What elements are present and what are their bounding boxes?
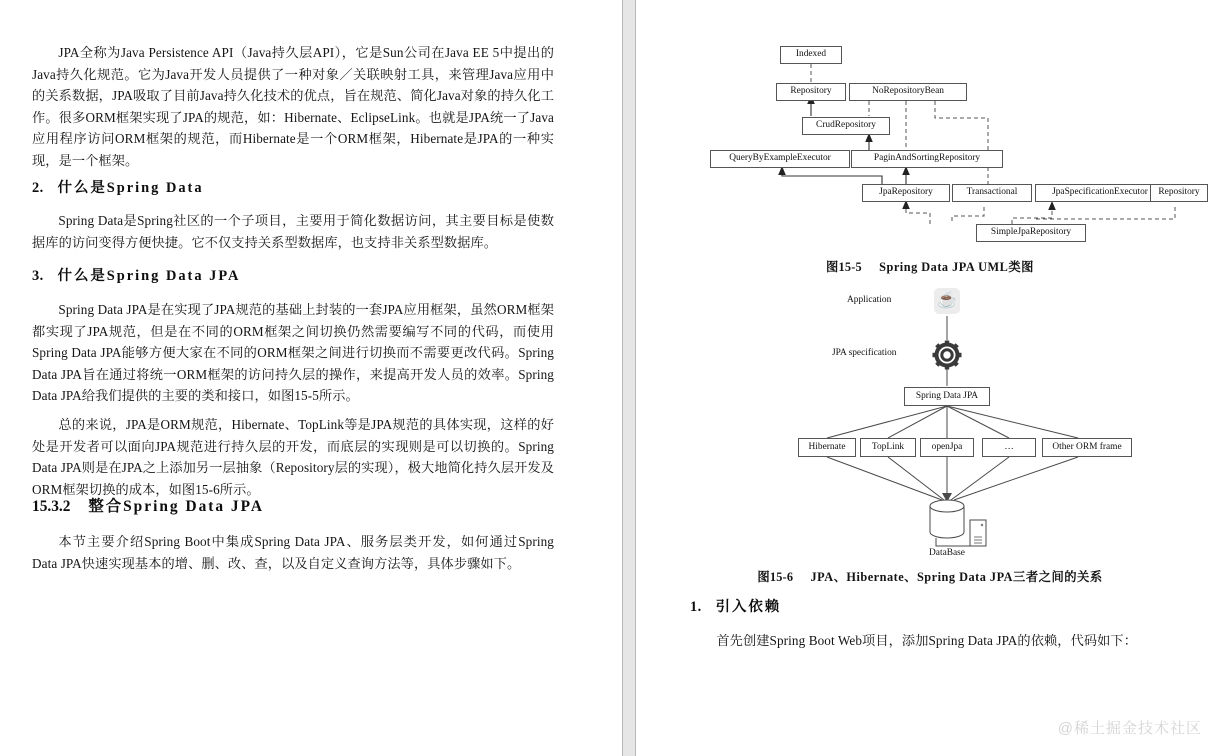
section-number: 15.3.2: [32, 498, 71, 515]
paragraph-section-intro: 本节主要介绍Spring Boot中集成Spring Data JPA、服务层类开发，如何通过Spring Data JPA快速实现基本的增、删、改、查，以及自定义查询方法等，具体步骤如下。: [32, 534, 554, 571]
heading-3-number: 3.: [32, 268, 44, 284]
uml-node-repository-right[interactable]: Repository: [1150, 184, 1208, 202]
heading-1-label: 引入依赖: [715, 599, 782, 615]
figure-15-6-caption-text: JPA、Hibernate、Spring Data JPA三者之间的关系: [810, 570, 1103, 584]
gear-icon: [932, 340, 962, 370]
watermark: @稀土掘金技术社区: [1057, 720, 1202, 737]
paragraph-dependency: 首先创建Spring Boot Web项目，添加Spring Data JPA的依赖，代码如下：: [716, 633, 1138, 648]
node-toplink[interactable]: TopLink: [860, 438, 916, 457]
figure-15-6-connectors: [634, 282, 1226, 562]
heading-3-label: 什么是Spring Data JPA: [57, 268, 241, 284]
paragraph-summary: 总的来说，JPA是ORM规范，Hibernate、TopLink等是JPA规范的具体实现，这样的好处是开发者可以面向JPA规范进行持久层的开发，而底层的实现则是可以切换的。Spring Data JPA则是在JPA之上添加另一层抽象（Repository层的实现），极大地简化持久层开发及ORM框架切换的成本，如图15-6所示。: [32, 417, 554, 497]
paragraph-spring-data-jpa: Spring Data JPA是在实现了JPA规范的基础上封装的一套JPA应用框架，虽然ORM框架都实现了JPA规范，但是在不同的ORM框架之间切换仍然需要编写不同的代码，而使用Spring Data JPA能够方便大家在不同的ORM框架之间进行切换而不需要更改代码。Spring Data JPA旨在通过将统一ORM框架的访问持久层的操作，来提高开发人员的效率。Spring Data JPA给我们提供的主要的类和接口，如图15-5所示。: [32, 302, 554, 404]
node-ellipsis[interactable]: …: [982, 438, 1036, 457]
uml-node-crudrepository[interactable]: CrudRepository: [802, 117, 890, 135]
uml-node-transactional[interactable]: Transactional: [952, 184, 1032, 202]
heading-what-is-spring-data: [32, 178, 554, 199]
node-spring-data-jpa[interactable]: Spring Data JPA: [904, 387, 990, 406]
node-openjpa[interactable]: openJpa: [920, 438, 974, 457]
right-column: [634, 0, 1226, 756]
heading-what-is-spring-data-jpa: [32, 266, 554, 287]
heading-1-number: 1.: [690, 599, 702, 615]
section-heading-15-3-2: [32, 496, 554, 518]
section-title: 整合Spring Data JPA: [88, 498, 265, 515]
figure-15-5-caption-text: Spring Data JPA UML类图: [879, 260, 1034, 274]
figure-15-5-connectors: [634, 0, 1226, 250]
figure-15-6-caption: [634, 567, 1226, 585]
uml-node-jparepository[interactable]: JpaRepository: [862, 184, 950, 202]
uml-node-indexed[interactable]: Indexed: [780, 46, 842, 64]
figure-15-5-caption: [634, 257, 1226, 275]
node-hibernate[interactable]: Hibernate: [798, 438, 856, 457]
figure-15-5-caption-label: 图15-5: [826, 260, 862, 274]
label-database: DataBase: [929, 548, 965, 558]
uml-node-jpaspecificationexecutor[interactable]: JpaSpecificationExecutor: [1035, 184, 1165, 202]
figure-15-6-relationship-diagram: [634, 282, 1226, 562]
figure-15-5-uml-diagram: [634, 0, 1226, 250]
figure-15-6-caption-label: 图15-6: [757, 570, 794, 584]
label-application: Application: [847, 295, 892, 305]
uml-node-simplejparepository[interactable]: SimpleJpaRepository: [976, 224, 1086, 242]
label-jpa-specification: JPA specification: [832, 348, 897, 358]
paragraph-jpa-intro: JPA全称为Java Persistence API（Java持久层API），它是Sun公司在Java EE 5中提出的Java持久化规范。它为Java开发人员提供了一种对象／关联映射工具，来管理Java应用中的关系数据，JPA吸取了目前Java持久化技术的优点，旨在规范、简化Java对象的持久化工作。很多ORM框架实现了JPA的规范，如：Hibernate、EclipseLink。也就是JPA统一了Java应用程序访问ORM框架的规范，而Hibernate是一个ORM框架，Hibernate是JPA的一种实现，是一个框架。: [32, 45, 554, 168]
uml-node-norepositorybean[interactable]: NoRepositoryBean: [849, 83, 967, 101]
uml-node-querybyexampleexecutor[interactable]: QueryByExampleExecutor: [710, 150, 850, 168]
uml-node-repository[interactable]: Repository: [776, 83, 846, 101]
java-application-icon: ☕: [934, 288, 960, 314]
uml-node-paginandsortingrepository[interactable]: PaginAndSortingRepository: [851, 150, 1003, 168]
node-other-orm-frame[interactable]: Other ORM frame: [1042, 438, 1132, 457]
paragraph-spring-data: Spring Data是Spring社区的一个子项目，主要用于简化数据访问，其主要目标是使数据库的访问变得方便快捷。它不仅支持关系型数据库，也支持非关系型数据库。: [32, 213, 554, 250]
heading-introduce-dependency: [690, 597, 1210, 618]
heading-2-number: 2.: [32, 180, 44, 196]
heading-2-label: 什么是Spring Data: [57, 180, 204, 196]
